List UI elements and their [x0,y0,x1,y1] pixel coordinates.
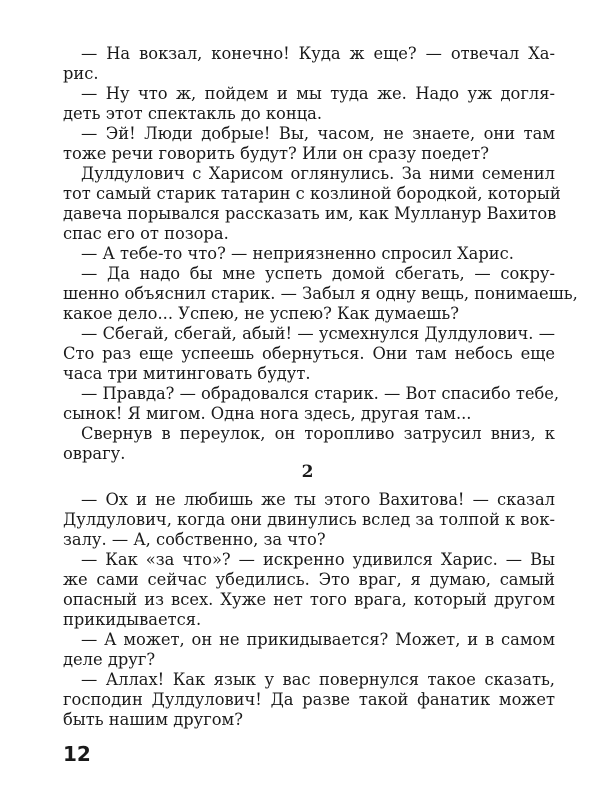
text-line: — Да надо бы мне успеть домой сбегать, — сокру- [81,264,555,283]
text-line: часа три митинговать будут. [63,364,311,383]
text-line: залу. — А, собственно, за что? [63,530,326,549]
text-line: быть нашим другом? [63,710,243,729]
text-line: оврагу. [63,444,126,463]
page-number: 12 [63,742,91,766]
text-line: — Сбегай, сбегай, абый! — усмехнулся Дулдулович. — [81,324,555,343]
text-line: рис. [63,64,99,83]
text-line: — А может, он не прикидывается? Может, и в самом [81,630,555,649]
text-line: же сами сейчас убедились. Это враг, я думаю, самый [63,570,555,589]
text-line: спас его от позора. [63,224,229,243]
text-line: — На вокзал, конечно! Куда ж еще? — отвечал Ха- [81,44,555,63]
text-line: Дулдулович, когда они двинулись вслед за толпой к вок- [63,510,556,529]
text-line: сынок! Я мигом. Одна нога здесь, другая там... [63,404,472,423]
text-line: тот самый старик татарин с козлиной бородкой, который [63,184,561,203]
text-line: — А тебе-то что? — неприязненно спросил Харис. [81,244,514,263]
text-line: тоже речи говорить будут? Или он сразу поедет? [63,144,489,163]
text-line: опасный из всех. Хуже нет того врага, который другом [63,590,555,609]
text-line: Дулдулович с Харисом оглянулись. За ними семенил [81,164,555,183]
section-number: 2 [301,462,314,482]
text-line: — Как «за что»? — искренно удивился Харис. — Вы [81,550,555,569]
text-line: — Аллах! Как язык у вас повернулся такое сказать, [81,670,555,689]
text-line: деле друг? [63,650,156,669]
text-block-1 [63,44,578,464]
text-line: деть этот спектакль до конца. [63,104,323,123]
text-line: Сто раз еще успеешь обернуться. Они там небось еще [63,344,555,363]
text-block-2 [63,490,555,730]
text-line: прикидывается. [63,610,202,629]
text-line: господин Дулдулович! Да разве такой фанатик может [63,690,555,709]
text-line: шенно объяснил старик. — Забыл я одну вещь, понимаешь, [63,284,578,303]
text-line: Свернув в переулок, он торопливо затрусил вниз, к [81,424,555,443]
text-line: — Эй! Люди добрые! Вы, часом, не знаете, они там [81,124,555,143]
text-line: — Ну что ж, пойдем и мы туда же. Надо уж догля- [81,84,555,103]
text-line: давеча порывался рассказать им, как Мулланур Вахитов [63,204,557,223]
text-line: — Ох и не любишь же ты этого Вахитова! — сказал [81,490,555,509]
text-line: — Правда? — обрадовался старик. — Вот спасибо тебе, [81,384,560,403]
text-line: какое дело... Успею, не успею? Как думаешь? [63,304,459,323]
